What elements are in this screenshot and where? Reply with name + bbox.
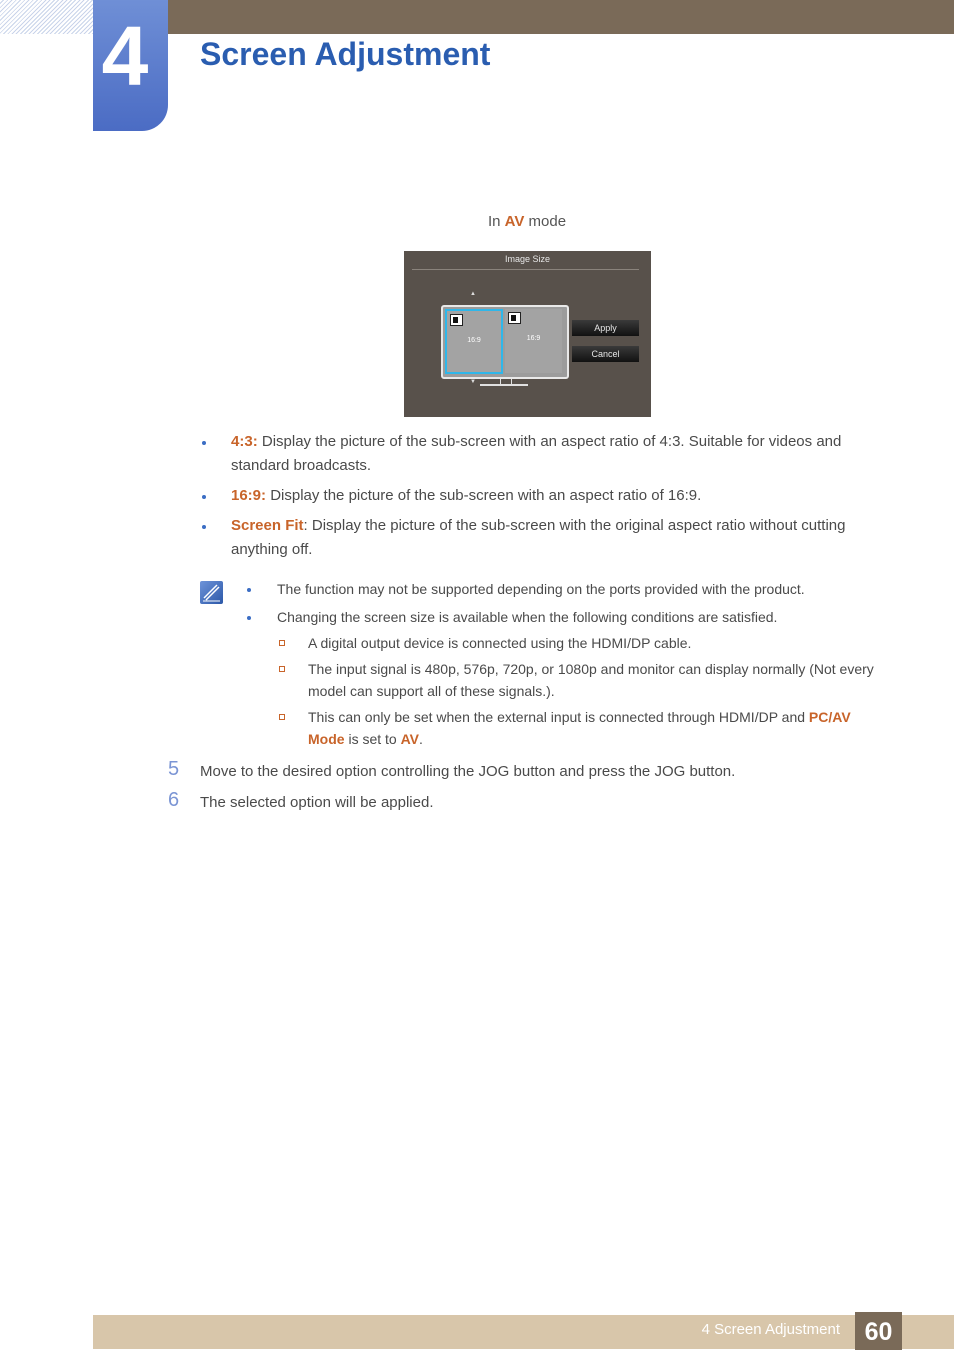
option-text: Display the picture of the sub-screen with the original aspect ratio without cutting anything off. [231,517,846,558]
note-item [244,606,884,750]
subscreen-marker-icon [450,314,463,326]
step-number: 6 [168,789,180,811]
caption-prefix: In [487,213,501,230]
option-text: Display the picture of the sub-screen with an aspect ratio of 4:3. Suitable for videos and standard broadcasts. [231,433,842,474]
condition-text: The input signal is 480p, 576p, 720p, or 1080p and monitor can display normally (Not every model can support all of these signals.). [308,661,874,699]
step-number: 5 [168,758,180,780]
step-text: Move to the desired option controlling the JOG button and press the JOG button. [200,763,736,780]
note-text: Changing the screen size is available when the following conditions are satisfied. [277,609,778,625]
osd-title: Image Size [504,254,551,264]
down-arrow-icon: ▼ [470,379,476,385]
square-bullet-icon [279,714,285,720]
condition-text-middle: is set to [344,731,401,747]
option-sep: : [303,517,308,534]
corner-hatch-decoration [0,0,93,34]
step-item [168,791,888,815]
option-term: 4:3 [231,433,253,450]
up-arrow-icon: ▲ [470,291,476,297]
page-number: 60 [855,1312,902,1350]
condition-term-av: AV [400,731,420,747]
apply-button[interactable]: Apply [572,320,639,336]
condition-item [276,632,884,654]
condition-text: This can only be set when the external input is connected through HDMI/DP and [308,709,809,725]
step-list [168,760,888,822]
bullet-dot-icon [202,441,206,445]
square-bullet-icon [279,640,285,646]
osd-divider [412,269,639,270]
cancel-button[interactable]: Cancel [572,346,639,362]
bullet-dot-icon [247,588,251,592]
option-item-screen-fit [200,514,890,562]
step-item [168,760,888,784]
condition-item [276,658,884,702]
right-panel-label: 16:9 [526,335,541,342]
square-bullet-icon [279,666,285,672]
bullet-dot-icon [202,495,206,499]
chapter-number: 4 [101,9,149,103]
left-panel-label: 16:9 [467,337,481,344]
bullet-dot-icon [202,525,206,529]
option-sep: : [252,433,258,450]
note-pencil-icon [200,581,223,604]
caption-suffix: mode [528,213,567,230]
option-list [200,430,890,568]
footer-section-title: 4 Screen Adjustment [701,1321,840,1338]
condition-term-pc-av-mode: PC/AV Mode [308,709,851,747]
note-item [244,578,884,600]
option-item-4-3 [200,430,890,478]
caption-mode: AV [504,213,525,230]
notes-section [244,578,884,756]
option-sep: : [261,487,267,504]
subscreen-marker-icon [508,312,521,324]
condition-text: A digital output device is connected using the HDMI/DP cable. [308,635,692,651]
condition-item [276,706,884,750]
bullet-dot-icon [247,616,251,620]
option-text: Display the picture of the sub-screen with an aspect ratio of 16:9. [266,487,702,504]
monitor-preview [441,305,569,379]
page-title: Screen Adjustment [200,36,491,72]
monitor-base [480,384,528,386]
option-term: 16:9 [231,487,262,504]
step-text: The selected option will be applied. [200,794,434,811]
condition-text-end: . [419,731,423,747]
condition-list [276,632,884,750]
left-subscreen-panel[interactable] [445,309,503,374]
figure-caption [0,213,954,230]
image-size-osd [404,251,651,417]
right-subscreen-panel[interactable] [505,309,562,373]
option-term: Screen Fit [231,517,304,534]
header-bar [168,0,954,34]
note-text: The function may not be supported depending on the ports provided with the product. [277,581,805,597]
option-item-16-9 [200,484,890,508]
